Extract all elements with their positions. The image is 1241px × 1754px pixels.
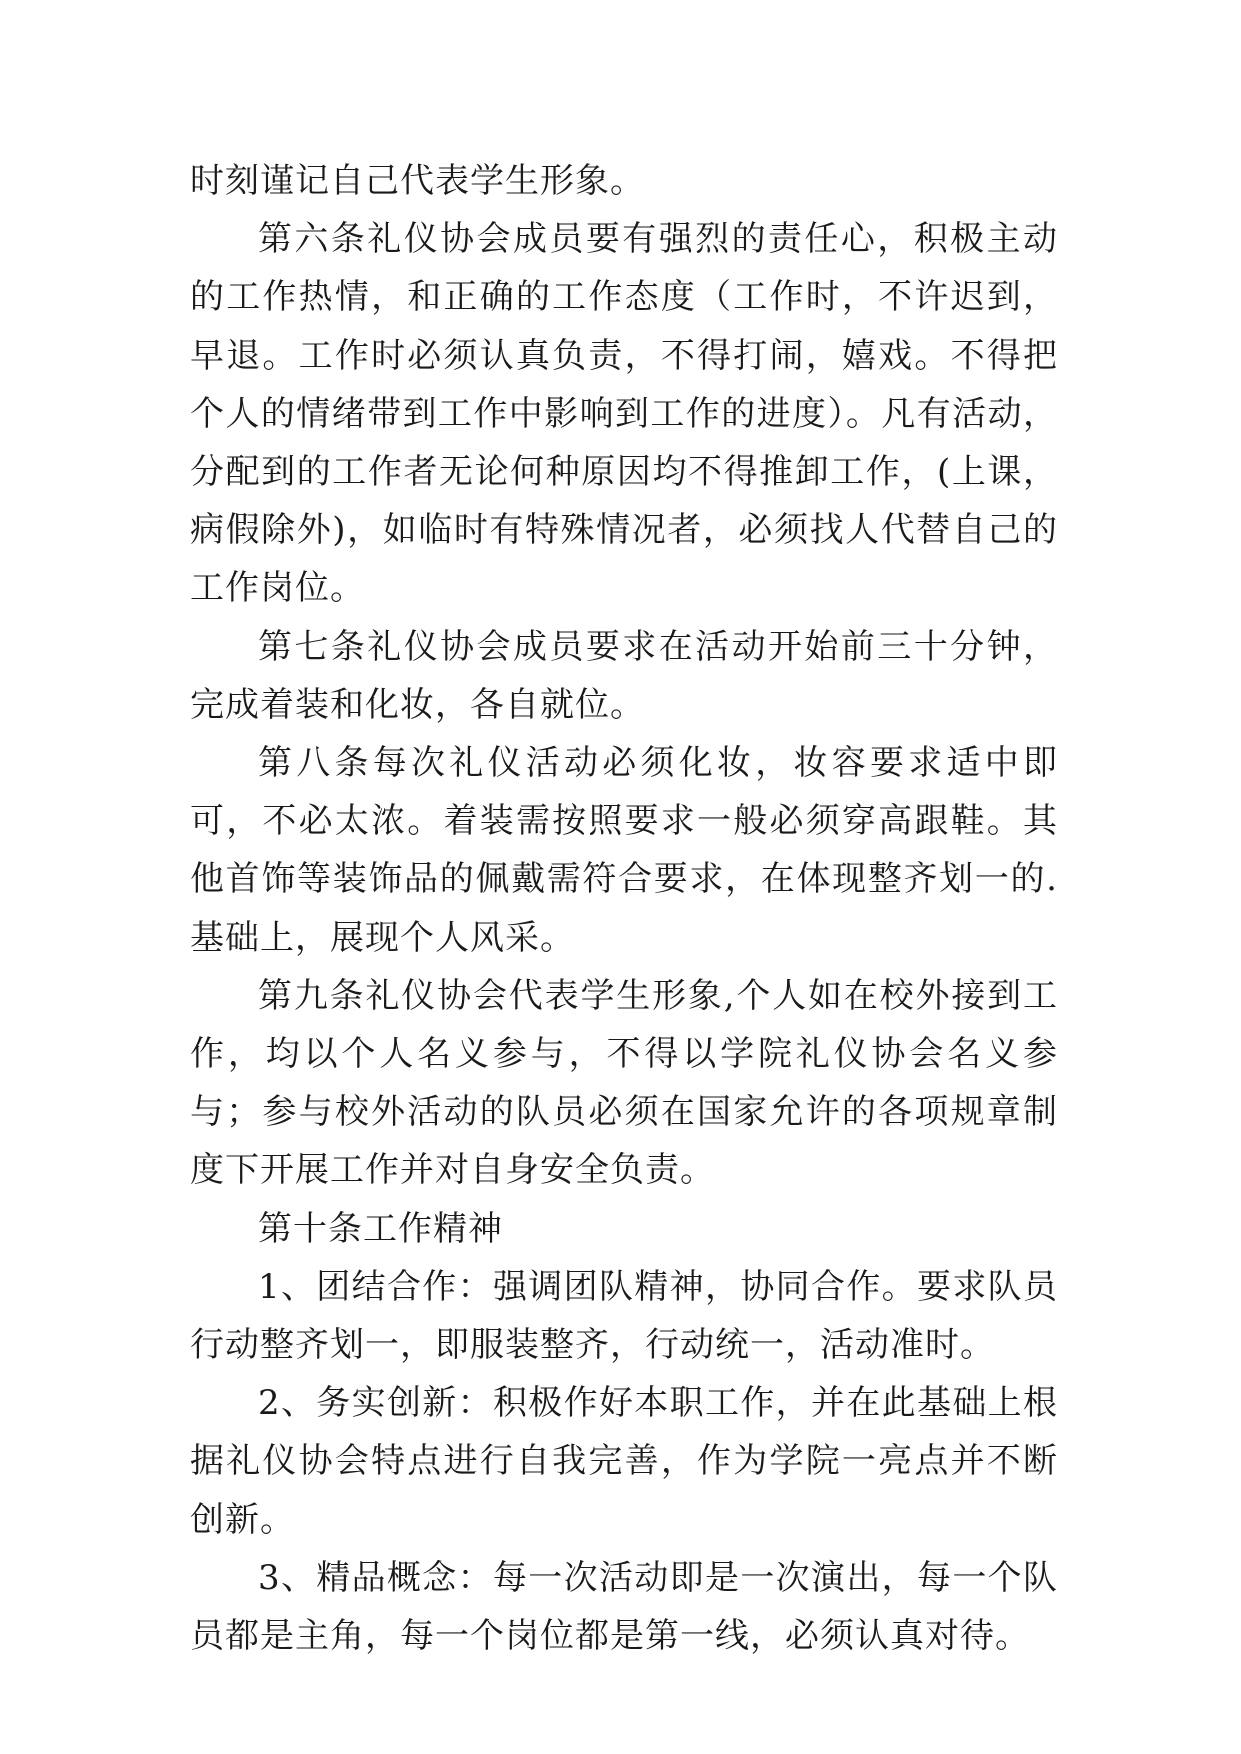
paragraph-article-7: 第七条礼仪协会成员要求在活动开始前三十分钟，完成着装和化妆，各自就位。 <box>190 626 1058 725</box>
paragraph-item-1: 1、团结合作：强调团队精神，协同合作。要求队员行动整齐划一，即服装整齐，行动统一，活动准时。 <box>190 1266 1058 1366</box>
paragraph-continuation: 时刻谨记自己代表学生形象。 <box>190 161 645 201</box>
paragraph-item-3: 3、精品概念：每一次活动即是一次演出，每一个队员都是主角，每一个岗位都是第一线，必须认真对待。 <box>190 1557 1058 1657</box>
paragraph-item-2: 2、务实创新：积极作好本职工作，并在此基础上根据礼仪协会特点进行自我完善，作为学院一亮点并不断创新。 <box>190 1383 1058 1540</box>
paragraph-article-10-heading: 第十条工作精神 <box>258 1208 503 1249</box>
document-body <box>190 152 1058 1665</box>
paragraph-article-9: 第九条礼仪协会代表学生形象,个人如在校外接到工作，均以个人名义参与，不得以学院礼仪协会名义参与；参与校外活动的队员必须在国家允许的各项规章制度下开展工作并对自身安全负责。 <box>190 975 1058 1191</box>
paragraph-article-6: 第六条礼仪协会成员要有强烈的责任心，积极主动的工作热情，和正确的工作态度（工作时，不许迟到，早退。工作时必须认真负责，不得打闹，嬉戏。不得把个人的情绪带到工作中影响到工作的进度）。凡有活动，分配到的工作者无论何种原因均不得推卸工作，(上课，病假除外)，如临时有特殊情况者，必须找人代替自己的工作岗位。 <box>190 219 1058 609</box>
paragraph-article-8: 第八条每次礼仪活动必须化妆，妆容要求适中即可，不必太浓。着装需按照要求一般必须穿高跟鞋。其他首饰等装饰品的佩戴需符合要求，在体现整齐划一的.基础上，展现个人风采。 <box>190 743 1058 958</box>
